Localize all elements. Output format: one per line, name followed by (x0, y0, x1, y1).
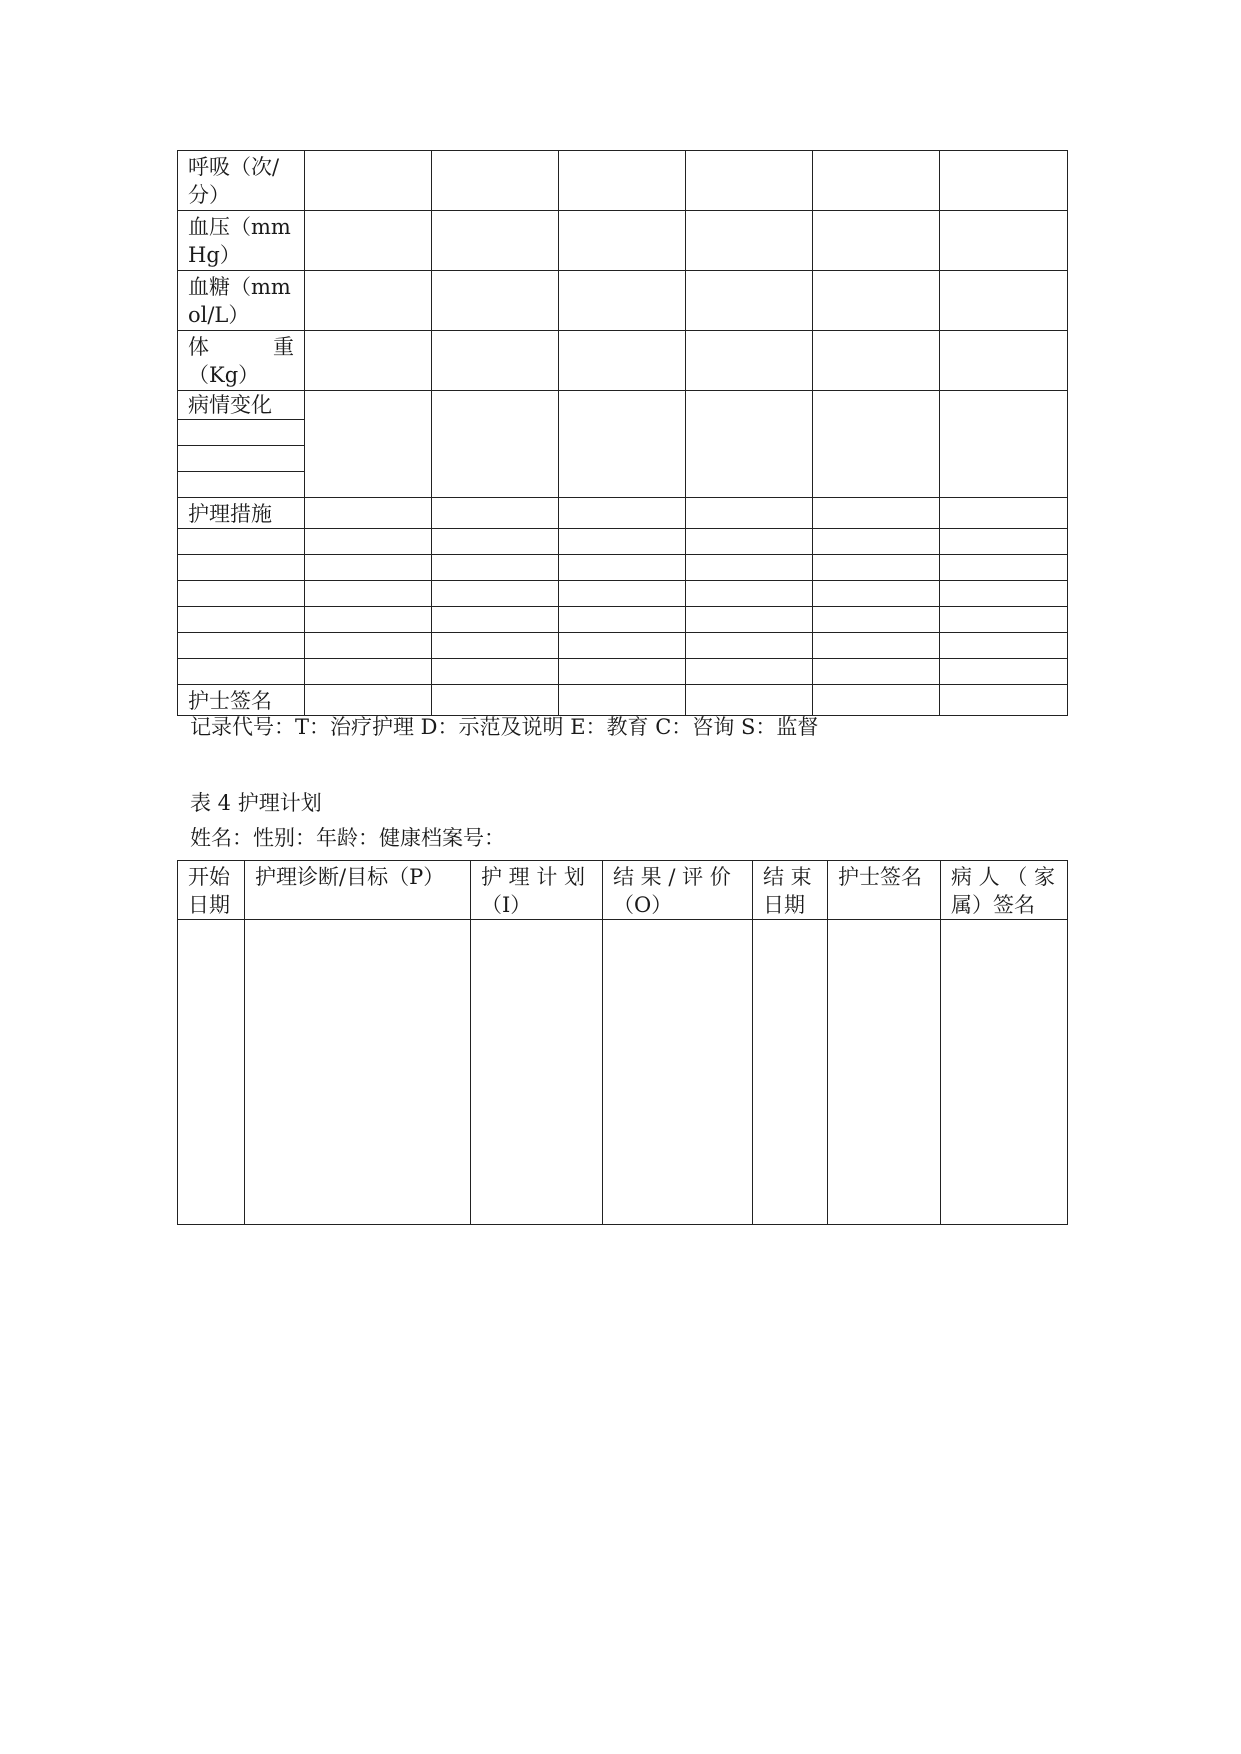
vitals-record-table (177, 150, 1068, 716)
label-line: 病情变化 (188, 393, 272, 417)
table-cell[interactable] (686, 271, 813, 331)
nursing-plan-title: 表 4 护理计划 (190, 791, 322, 815)
label-line: 分） (188, 183, 230, 207)
table-row (178, 151, 1068, 211)
label-line (188, 333, 294, 361)
table-cell[interactable] (686, 633, 813, 659)
table-cell[interactable] (813, 151, 940, 211)
table-cell[interactable] (813, 607, 940, 633)
table-cell[interactable] (686, 555, 813, 581)
table-cell[interactable] (940, 685, 1068, 716)
table-cell[interactable] (686, 581, 813, 607)
table-cell[interactable] (559, 685, 686, 716)
table-cell[interactable] (305, 211, 432, 271)
table-cell[interactable] (559, 581, 686, 607)
table-cell[interactable] (305, 659, 432, 685)
header-line: 病 人 （ 家 (951, 865, 1056, 889)
label-line: 呼吸（次/ (188, 155, 280, 179)
table-cell[interactable] (305, 151, 432, 211)
table-cell[interactable] (813, 633, 940, 659)
header-nurse-signature (828, 861, 941, 920)
table-row (178, 633, 1068, 659)
table-cell[interactable] (432, 581, 559, 607)
table-cell[interactable] (432, 391, 559, 498)
label-part: 体 (188, 335, 209, 359)
header-line: 属）签名 (951, 893, 1035, 917)
table-cell[interactable] (686, 607, 813, 633)
table-cell[interactable] (813, 331, 940, 391)
table-cell[interactable] (940, 211, 1068, 271)
table-cell[interactable] (432, 211, 559, 271)
header-result-evaluation (603, 861, 753, 920)
table-cell[interactable] (305, 331, 432, 391)
table-cell[interactable] (305, 498, 432, 529)
table-cell[interactable] (940, 581, 1068, 607)
header-line: （I） (481, 893, 532, 917)
label-line: 血压（mm (188, 215, 291, 239)
table-cell[interactable] (305, 685, 432, 716)
header-line: 结 果 / 评 价 (613, 865, 731, 889)
table-cell[interactable] (559, 659, 686, 685)
table-cell[interactable] (432, 685, 559, 716)
table-cell[interactable] (432, 607, 559, 633)
header-line: 日期 (188, 893, 230, 917)
label-line: Hg） (188, 243, 241, 267)
table-cell[interactable] (940, 271, 1068, 331)
label-line: 血糖（mm (188, 275, 291, 299)
header-line: 开始 (188, 865, 230, 889)
table-cell[interactable] (940, 498, 1068, 529)
row-label-blood-glucose (178, 271, 305, 331)
table-cell[interactable] (559, 151, 686, 211)
table-row (178, 555, 1068, 581)
table-row (178, 659, 1068, 685)
table-cell[interactable] (305, 607, 432, 633)
table-cell[interactable] (178, 555, 305, 581)
table-cell[interactable] (432, 498, 559, 529)
table-cell[interactable] (686, 498, 813, 529)
table-cell[interactable] (305, 391, 432, 498)
row-label-weight (178, 331, 305, 391)
table-cell[interactable] (432, 271, 559, 331)
sub-row-line (178, 471, 304, 496)
row-label-respiration (178, 151, 305, 211)
table-cell[interactable] (686, 331, 813, 391)
table-cell[interactable] (940, 555, 1068, 581)
table-cell[interactable] (432, 633, 559, 659)
table-cell[interactable] (559, 607, 686, 633)
table-row (178, 529, 1068, 555)
table-cell[interactable] (753, 920, 828, 1225)
table-cell[interactable] (305, 271, 432, 331)
header-line: 护理诊断/目标（P） (255, 865, 445, 889)
table-row (178, 211, 1068, 271)
table-cell[interactable] (432, 529, 559, 555)
table-cell[interactable] (559, 529, 686, 555)
table-cell[interactable] (471, 920, 603, 1225)
table-cell[interactable] (940, 529, 1068, 555)
table-row (178, 391, 1068, 498)
header-diagnosis-goal (245, 861, 471, 920)
table-cell[interactable] (686, 529, 813, 555)
table-header-row (178, 861, 1068, 920)
table-cell[interactable] (686, 391, 813, 498)
table-cell[interactable] (305, 555, 432, 581)
table-cell[interactable] (813, 391, 940, 498)
table-cell[interactable] (828, 920, 941, 1225)
table-cell[interactable] (305, 529, 432, 555)
table-cell[interactable] (432, 659, 559, 685)
table-cell[interactable] (940, 391, 1068, 498)
table-cell[interactable] (432, 331, 559, 391)
table-cell[interactable] (559, 391, 686, 498)
table-cell[interactable] (941, 920, 1068, 1225)
table-cell[interactable] (178, 633, 305, 659)
table-cell[interactable] (559, 271, 686, 331)
header-line: 日期 (763, 893, 805, 917)
table-row (178, 271, 1068, 331)
patient-info-fields: 姓名：性别：年龄：健康档案号： (190, 826, 505, 850)
table-cell[interactable] (940, 633, 1068, 659)
sub-row-line (178, 445, 304, 471)
table-cell[interactable] (559, 498, 686, 529)
table-cell[interactable] (686, 685, 813, 716)
table-cell[interactable] (603, 920, 753, 1225)
table-cell[interactable] (940, 607, 1068, 633)
header-patient-family-signature (941, 861, 1068, 920)
row-label-nursing-measures: 护理措施 (178, 498, 305, 529)
table-cell[interactable] (432, 555, 559, 581)
table-row (178, 685, 1068, 716)
table-cell[interactable] (178, 659, 305, 685)
header-line: 护士签名 (838, 865, 922, 889)
row-label-nurse-signature: 护士签名 (178, 685, 305, 716)
table-cell[interactable] (559, 555, 686, 581)
table-cell[interactable] (559, 633, 686, 659)
table-cell[interactable] (813, 211, 940, 271)
table-row (178, 920, 1068, 1225)
header-line: （O） (613, 893, 673, 917)
label-line: （Kg） (188, 363, 260, 387)
table-cell[interactable] (245, 920, 471, 1225)
table-row (178, 331, 1068, 391)
table-cell[interactable] (813, 581, 940, 607)
table-cell[interactable] (813, 659, 940, 685)
table-cell[interactable] (813, 271, 940, 331)
table-cell[interactable] (813, 498, 940, 529)
label-part: 重 (273, 335, 294, 359)
nursing-plan-table (177, 860, 1068, 1225)
header-line: 结 束 (763, 865, 812, 889)
table-cell[interactable] (559, 211, 686, 271)
table-cell[interactable] (940, 151, 1068, 211)
table-row (178, 581, 1068, 607)
header-end-date (753, 861, 828, 920)
table-cell[interactable] (305, 581, 432, 607)
record-code-legend: 记录代号：T：治疗护理 D：示范及说明 E：教育 C：咨询 S：监督 (190, 715, 819, 739)
table-cell[interactable] (813, 529, 940, 555)
row-label-blood-pressure (178, 211, 305, 271)
table-cell[interactable] (686, 211, 813, 271)
table-row (178, 498, 1068, 529)
table-cell[interactable] (178, 920, 245, 1225)
table-cell[interactable] (178, 581, 305, 607)
table-cell[interactable] (432, 151, 559, 211)
table-cell[interactable] (686, 151, 813, 211)
table-cell[interactable] (940, 331, 1068, 391)
header-nursing-plan (471, 861, 603, 920)
sub-row-line (178, 419, 304, 445)
table-cell[interactable] (686, 659, 813, 685)
label-line: ol/L） (188, 303, 250, 327)
row-label-condition-change (178, 391, 305, 498)
table-cell[interactable] (813, 555, 940, 581)
table-cell[interactable] (940, 659, 1068, 685)
table-cell[interactable] (178, 529, 305, 555)
header-line: 护 理 计 划 (481, 865, 586, 889)
header-start-date (178, 861, 245, 920)
table-cell[interactable] (813, 685, 940, 716)
table-cell[interactable] (178, 607, 305, 633)
table-row (178, 607, 1068, 633)
table-cell[interactable] (305, 633, 432, 659)
table-cell[interactable] (559, 331, 686, 391)
